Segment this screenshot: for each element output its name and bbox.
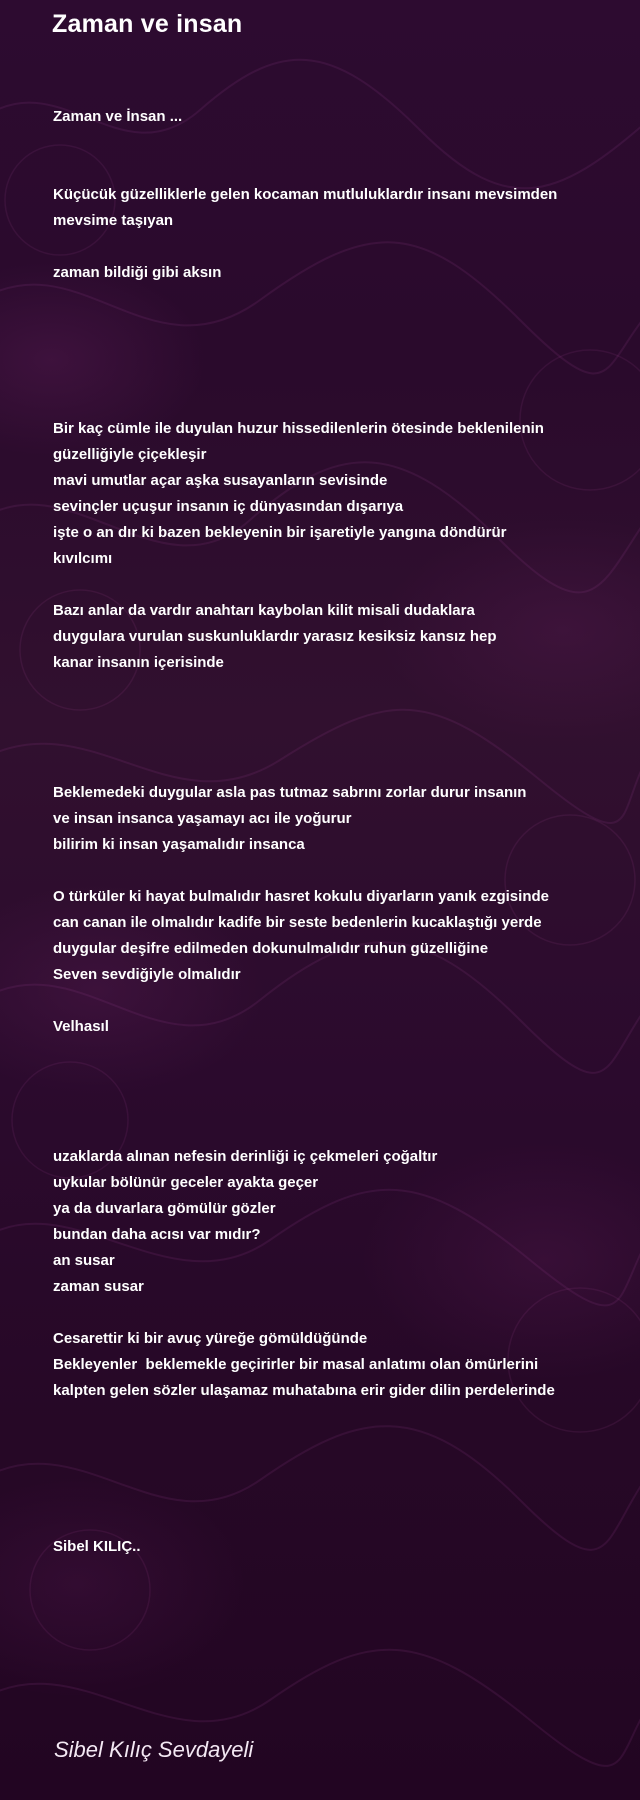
poem-line: Zaman ve İnsan ... xyxy=(53,108,183,125)
poem-blank-line xyxy=(53,1482,613,1508)
poem-line: bilirim ki insan yaşamalıdır insanca xyxy=(53,836,305,853)
poem-line: Bir kaç cümle ile duyulan huzur hissedilenlerin ötesinde beklenilenin xyxy=(53,420,544,437)
poem-blank-line xyxy=(53,1300,613,1326)
poem-line: zaman bildiği gibi aksın xyxy=(53,264,222,281)
poem-line: Küçücük güzelliklerle gelen kocaman mutluluklardır insanı mevsimden xyxy=(53,186,558,203)
poem-line: Bazı anlar da vardır anahtarı kaybolan kilit misali dudaklara xyxy=(53,602,475,619)
poem-line: Velhasıl xyxy=(53,1018,109,1035)
poem-line: Beklemedeki duygular asla pas tutmaz sabrını zorlar durur insanın xyxy=(53,784,527,801)
poem-line: O türküler ki hayat bulmalıdır hasret kokulu diyarların yanık ezgisinde xyxy=(53,888,549,905)
poem-line: mavi umutlar açar aşka susayanların sevisinde xyxy=(53,472,388,489)
poem-blank-line xyxy=(53,1066,613,1092)
poem-line: uykular bölünür geceler ayakta geçer xyxy=(53,1174,319,1191)
poem-blank-line xyxy=(53,702,613,728)
poem-blank-line xyxy=(53,858,613,884)
poem-blank-line xyxy=(53,1092,613,1118)
poem-line: Seven sevdiğiyle olmalıdır xyxy=(53,966,241,983)
poem-line: ya da duvarlara gömülür gözler xyxy=(53,1200,276,1217)
poem-blank-line xyxy=(53,1430,613,1456)
poem-line: kalpten gelen sözler ulaşamaz muhatabına erir gider dilin perdelerinde xyxy=(53,1382,555,1399)
poem-line: an susar xyxy=(53,1252,115,1269)
poem-line: zaman susar xyxy=(53,1278,144,1295)
poem-blank-line xyxy=(53,1456,613,1482)
poem-blank-line xyxy=(53,754,613,780)
poem-blank-line xyxy=(53,676,613,702)
poem-line: işte o an dır ki bazen bekleyenin bir işaretiyle yangına döndürür xyxy=(53,524,507,541)
poem-blank-line xyxy=(53,1040,613,1066)
poem-body xyxy=(53,104,613,1560)
poem-blank-line xyxy=(53,728,613,754)
poem-line: bundan daha acısı var mıdır? xyxy=(53,1226,261,1243)
poem-blank-line xyxy=(53,572,613,598)
poem-blank-line xyxy=(53,156,613,182)
poem-blank-line xyxy=(53,1508,613,1534)
poem-line: can canan ile olmalıdır kadife bir seste bedenlerin kucaklaştığı yerde xyxy=(53,914,542,931)
poem-line: duygular deşifre edilmeden dokunulmalıdır ruhun güzelliğine xyxy=(53,940,489,957)
poem-line: Cesarettir ki bir avuç yüreğe gömüldüğünde xyxy=(53,1330,368,1347)
poem-line: kıvılcımı xyxy=(53,550,113,567)
poem-title: Zaman ve insan xyxy=(52,10,243,38)
poem-blank-line xyxy=(53,1404,613,1430)
poem-line: ve insan insanca yaşamayı acı ile yoğurur xyxy=(53,810,352,827)
poem-blank-line xyxy=(53,234,613,260)
poem-line: Sibel KILIÇ.. xyxy=(53,1538,141,1555)
poem-line: kanar insanın içerisinde xyxy=(53,654,224,671)
poem-blank-line xyxy=(53,312,613,338)
poem-line: sevinçler uçuşur insanın iç dünyasından dışarıya xyxy=(53,498,404,515)
poem-line: uzaklarda alınan nefesin derinliği iç çekmeleri çoğaltır xyxy=(53,1148,438,1165)
poem-blank-line xyxy=(53,1118,613,1144)
poem-blank-line xyxy=(53,130,613,156)
poem-blank-line xyxy=(53,988,613,1014)
poem-line: güzelliğiyle çiçekleşir xyxy=(53,446,207,463)
poem-blank-line xyxy=(53,364,613,390)
poem-line: duygulara vurulan suskunluklardır yarasız kesiksiz kansız hep xyxy=(53,628,497,645)
poem-line: Bekleyenler beklemekle geçirirler bir masal anlatımı olan ömürlerini xyxy=(53,1356,539,1373)
poem-blank-line xyxy=(53,390,613,416)
poem-blank-line xyxy=(53,286,613,312)
author-signature: Sibel Kılıç Sevdayeli xyxy=(54,1737,254,1762)
poem-blank-line xyxy=(53,338,613,364)
poem-line: mevsime taşıyan xyxy=(53,212,174,229)
